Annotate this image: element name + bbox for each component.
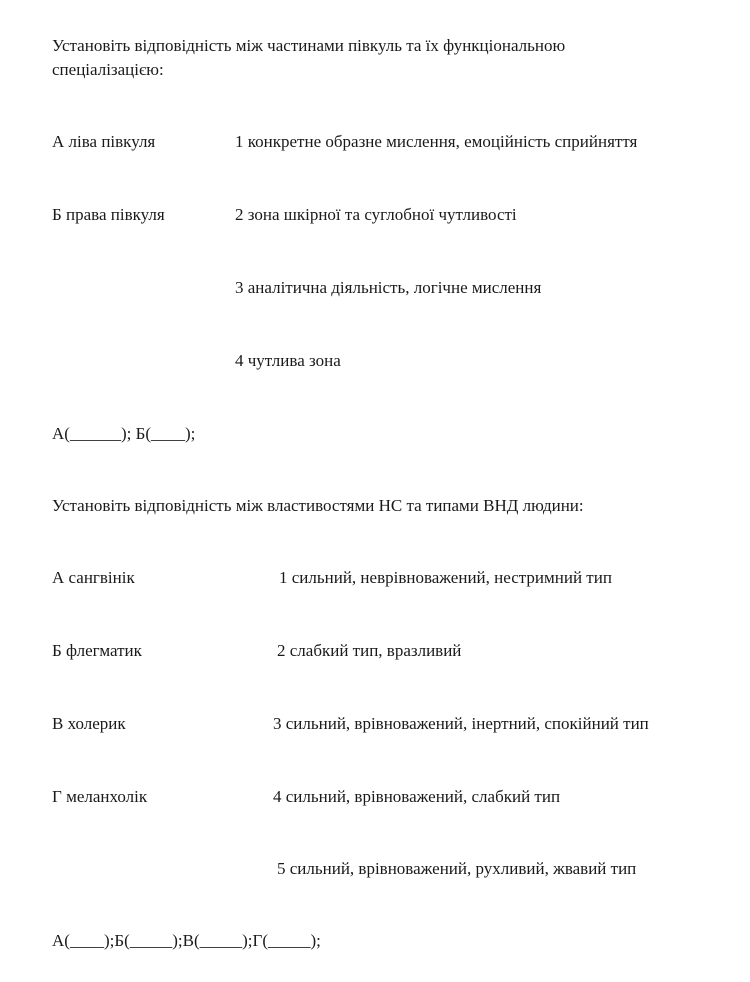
- q2-right-item-5: 5 сильний, врівноважений, рухливий, жвавий тип: [277, 859, 637, 878]
- q1-right-item-3: 3 аналітична діяльність, логічне мислення: [235, 278, 542, 297]
- q1-right-item-1: 1 конкретне образне мислення, емоційність сприйняття: [235, 132, 638, 151]
- q1-right-item-2: 2 зона шкірної та суглобної чутливості: [235, 205, 517, 224]
- q2-right-item-3: 3 сильний, врівноважений, інертний, спокійний тип: [273, 714, 649, 733]
- q2-right-item-2: 2 слабкий тип, вразливий: [277, 641, 462, 660]
- q1-answer-line: А(______); Б(____);: [52, 424, 196, 443]
- q2-answer-line: А(____);Б(_____);В(_____);Г(_____);: [52, 931, 321, 950]
- q2-left-item-b: Б флегматик: [52, 641, 142, 660]
- q2-right-item-1: 1 сильний, неврівноважений, нестримний тип: [279, 568, 612, 587]
- question-1-title-line-2: спеціалізацією:: [52, 60, 164, 79]
- q2-right-item-4: 4 сильний, врівноважений, слабкий тип: [273, 787, 561, 806]
- question-1-title-line-1: Установіть відповідність між частинами півкуль та їх функціональною: [52, 36, 566, 55]
- q1-left-item-a: А ліва півкуля: [52, 132, 156, 151]
- q1-left-item-b: Б права півкуля: [52, 205, 165, 224]
- q2-left-item-v: В холерик: [52, 714, 126, 733]
- question-2-title: Установіть відповідність між властивостями НС та типами ВНД людини:: [52, 496, 584, 515]
- q2-left-item-a: А сангвінік: [52, 568, 135, 587]
- q1-right-item-4: 4 чутлива зона: [235, 351, 341, 370]
- q2-left-item-g: Г меланхолік: [52, 787, 148, 806]
